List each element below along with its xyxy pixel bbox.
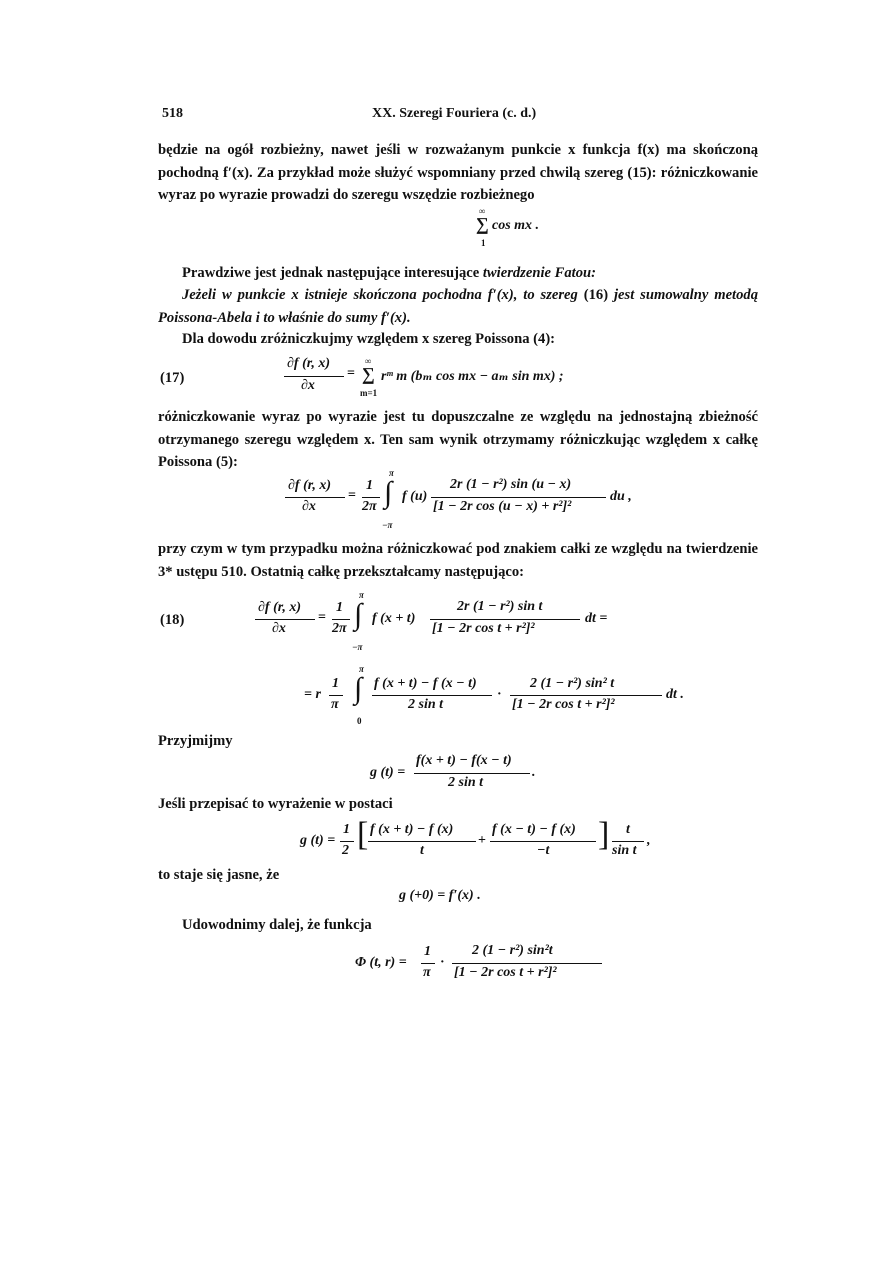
eq17-lhs-numerator: ∂f (r, x) [287,356,331,371]
term-a-numerator: f (x + t) − f (x) [370,822,454,837]
integrand-numerator: 2r (1 − r²) sin t [457,599,543,614]
punctuation: , [647,833,651,848]
theorem-intro-text: Prawdziwe jest jednak następujące interesujące [182,265,483,281]
integral-lower-limit: −π [382,520,393,530]
theorem-text-c: jest sumowalny metodą Poissona-Abela i to właśnie do sumy f′(x). [158,287,758,326]
punctuation: . [532,765,536,780]
coef-numerator: 1 [336,600,343,615]
integral-sign: ∫ [354,598,363,631]
integral-sign: ∫ [384,476,393,509]
sum-sign: ∑ [362,364,375,384]
eq18-lhs-numerator: ∂f (r, x) [258,600,302,615]
phi-denominator: [1 − 2r cos t + r²]² [454,965,557,980]
integrand-denominator: 2 sin t [408,697,444,712]
eq-lhs: Φ (t, r) = [355,955,407,970]
integral-upper-limit: π [389,468,394,478]
differential: dt . [666,687,684,702]
theorem-intro [158,262,758,285]
equals-sign: = [347,366,355,381]
equation: g (+0) = f′(x) . [399,888,481,903]
paragraph: Jeśli przepisać to wyrażenie w postaci [158,796,393,812]
sum-upper-limit: ∞ [365,356,372,366]
integral-upper-limit: π [359,664,364,674]
integral-lower-limit: 0 [357,716,362,726]
ratio-numerator: t [626,822,630,837]
coef-numerator: 1 [424,944,431,959]
equals-sign: = [348,488,356,503]
eq18-lhs-denominator: ∂x [272,621,286,636]
eq17-rhs: rᵐ m (bₘ cos mx − aₘ sin mx) ; [381,369,564,384]
paragraph: Udowodnimy dalej, że funkcja [182,917,372,933]
sum-lower-limit: 1 [481,238,486,248]
theorem-name: twierdzenie Fatou: [482,265,596,281]
coef-numerator: 1 [366,478,373,493]
integrand-denominator: [1 − 2r cos t + r²]² [432,621,535,636]
term-a-denominator: t [420,843,424,858]
coef-denominator: 2 [342,843,349,858]
integrand-denominator: [1 − 2r cos t + r²]² [512,697,615,712]
sum-sign: ∑ [476,214,489,234]
g-denominator: 2 sin t [448,775,484,790]
paragraph: Dla dowodu zróżniczkujmy względem x szereg Poissona (4): [182,331,556,347]
coef-denominator: π [331,697,339,712]
differential: du , [610,489,632,504]
coef-denominator: 2π [362,499,377,514]
theorem-ref: (16) [583,287,609,303]
coef-denominator: π [423,965,431,980]
eq-lhs-numerator: ∂f (r, x) [288,478,332,493]
integrand-function: f (x + t) [372,611,416,626]
ratio-denominator: sin t [612,843,637,858]
integrand-numerator: f (x + t) − f (x − t) [374,676,477,691]
multiplication-dot: · [440,955,445,970]
plus-sign: + [478,833,486,848]
integral-lower-limit: −π [352,642,363,652]
term-b-numerator: f (x − t) − f (x) [492,822,576,837]
g-numerator: f(x + t) − f(x − t) [416,753,512,768]
phi-numerator: 2 (1 − r²) sin²t [472,943,553,958]
right-bracket: ] [598,816,610,853]
theorem-statement [158,284,758,329]
equation-number: (17) [160,370,185,386]
paragraph: to staje się jasne, że [158,867,280,883]
coef-numerator: 1 [332,676,339,691]
term-b-denominator: −t [537,843,550,858]
sum-upper-limit: ∞ [479,206,486,216]
paragraph: przy czym w tym przypadku można różniczkować pod znakiem całki ze względu na twierdzenie 3* ustępu 510. Ostatnią całkę przekształcamy następująco: [158,541,758,580]
multiplication-dot: · [497,687,502,702]
integral-sign: ∫ [354,672,363,705]
paragraph: będzie na ogół rozbieżny, nawet jeśli w rozważanym punkcie x funkcja f(x) ma skończoną pochodną f′(x). Za przykład może służyć wspomniany przed chwilą szereg (15): różniczkowanie wyraz po wyrazie prowadzi do szeregu wszędzie rozbieżnego [158,142,758,203]
paragraph: różniczkowanie wyraz po wyrazie jest tu dopuszczalne ze względu na jednostajną zbieżność otrzymanego szeregu względem x. Ten sam wynik otrzymamy różniczkując względem x całkę Poissona (5): [158,409,758,470]
integrand-numerator: 2 (1 − r²) sin² t [530,676,615,691]
paragraph: Przyjmijmy [158,733,233,749]
equation-number: (18) [160,612,185,628]
left-bracket: [ [357,816,369,853]
page-number: 518 [162,106,183,121]
eq17-lhs-denominator: ∂x [301,378,315,393]
integrand-function: f (u) [402,489,428,504]
running-title: XX. Szeregi Fouriera (c. d.) [372,106,537,121]
sum-body: cos mx . [492,218,540,233]
coef-numerator: 1 [343,822,350,837]
differential: dt = [585,611,608,626]
equals-sign: = [318,610,326,625]
eq-lhs: g (t) = [300,833,336,848]
integral-upper-limit: π [359,590,364,600]
coef-denominator: 2π [332,621,347,636]
integrand-denominator: [1 − 2r cos (u − x) + r²]² [433,499,572,514]
integrand-numerator: 2r (1 − r²) sin (u − x) [450,477,572,492]
eq18-line2-prefix: = r [304,687,321,702]
theorem-text-a: Jeżeli w punkcie x istnieje skończona pochodna f′(x), to szereg [182,287,584,303]
eq-lhs: g (t) = [370,765,406,780]
eq-lhs-denominator: ∂x [302,499,316,514]
sum-lower-limit: m=1 [360,388,378,398]
